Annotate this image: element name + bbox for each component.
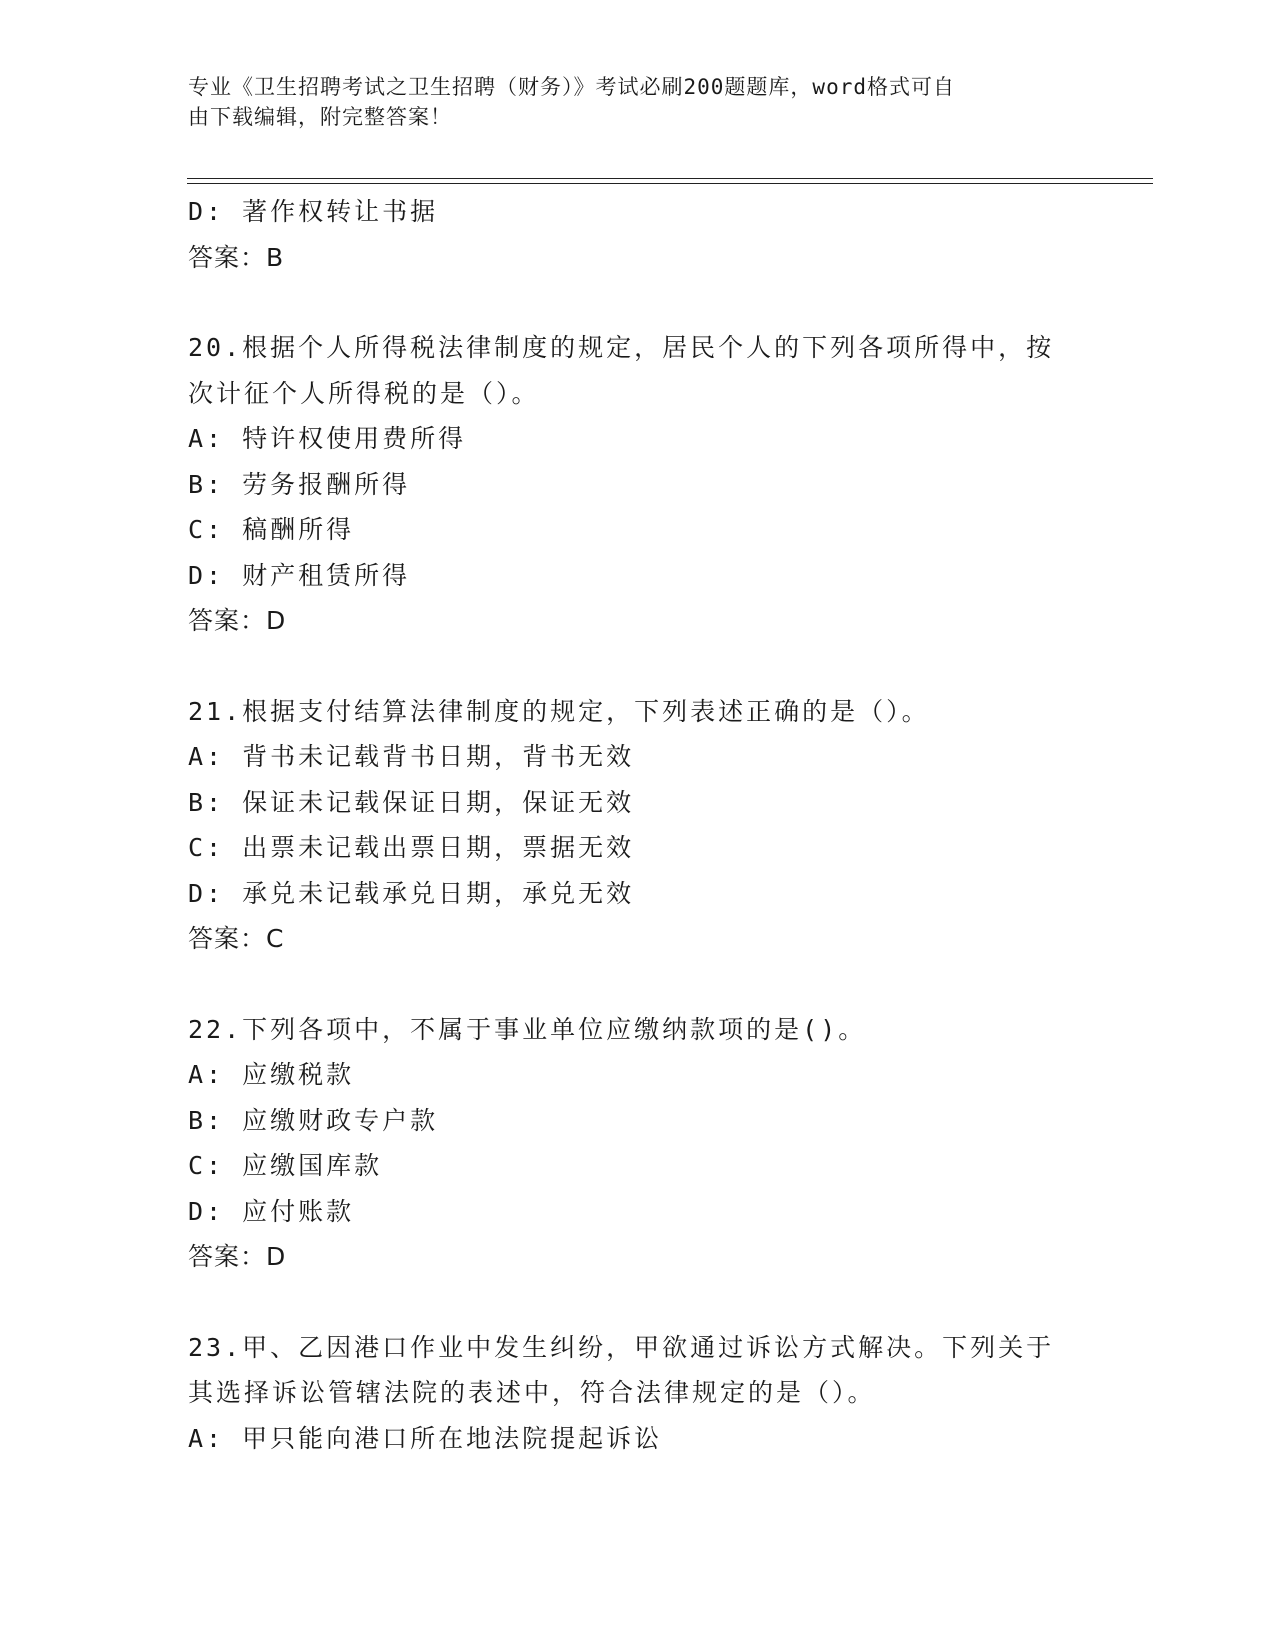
option-d: D: 应付账款 <box>188 1196 355 1226</box>
option-d: D: 承兑未记载承兑日期，承兑无效 <box>188 878 635 908</box>
option-c: C: 应缴国库款 <box>188 1151 383 1180</box>
option-a: A: 应缴税款 <box>188 1060 355 1089</box>
document-body <box>188 189 1088 1461</box>
question-stem-continued: 次计征个人所得税的是（）。 <box>188 378 540 408</box>
question-stem: 21.根据支付结算法律制度的规定，下列表述正确的是（）。 <box>188 696 930 726</box>
answer-line: 答案：B <box>188 242 285 272</box>
document-header <box>188 72 1088 132</box>
header-divider-top <box>187 178 1153 179</box>
question-23 <box>188 1325 1088 1462</box>
option-a: A: 特许权使用费所得 <box>188 424 467 453</box>
option-b: B: 保证未记载保证日期，保证无效 <box>188 787 635 817</box>
header-line-2: 由下载编辑，附完整答案！ <box>188 105 452 129</box>
question-21 <box>188 689 1088 962</box>
option-a: A: 甲只能向港口所在地法院提起诉讼 <box>188 1423 663 1453</box>
option-b: B: 劳务报酬所得 <box>188 469 411 499</box>
option-d: D: 财产租赁所得 <box>188 560 411 590</box>
answer-line: 答案：C <box>188 924 285 953</box>
answer-line: 答案：D <box>188 606 287 635</box>
header-divider-bottom <box>187 183 1153 184</box>
option-c: C: 稿酬所得 <box>188 515 355 544</box>
option-d: D: 著作权转让书据 <box>188 197 439 226</box>
header-line-1: 专业《卫生招聘考试之卫生招聘（财务）》考试必刷200题题库，word格式可自 <box>188 75 955 99</box>
question-22 <box>188 1007 1088 1280</box>
question-20 <box>188 325 1088 644</box>
question-stem-continued: 其选择诉讼管辖法院的表述中，符合法律规定的是（）。 <box>188 1378 876 1407</box>
option-b: B: 应缴财政专户款 <box>188 1105 439 1135</box>
question-stem: 20.根据个人所得税法律制度的规定，居民个人的下列各项所得中，按 <box>188 333 1055 362</box>
question-stem: 22.下列各项中，不属于事业单位应缴纳款项的是()。 <box>188 1014 867 1044</box>
question-stem: 23.甲、乙因港口作业中发生纠纷，甲欲通过诉讼方式解决。下列关于 <box>188 1332 1055 1362</box>
answer-line: 答案：D <box>188 1242 287 1271</box>
option-c: C: 出票未记载出票日期，票据无效 <box>188 833 635 862</box>
previous-question-tail <box>188 189 1088 280</box>
option-a: A: 背书未记载背书日期，背书无效 <box>188 742 635 771</box>
